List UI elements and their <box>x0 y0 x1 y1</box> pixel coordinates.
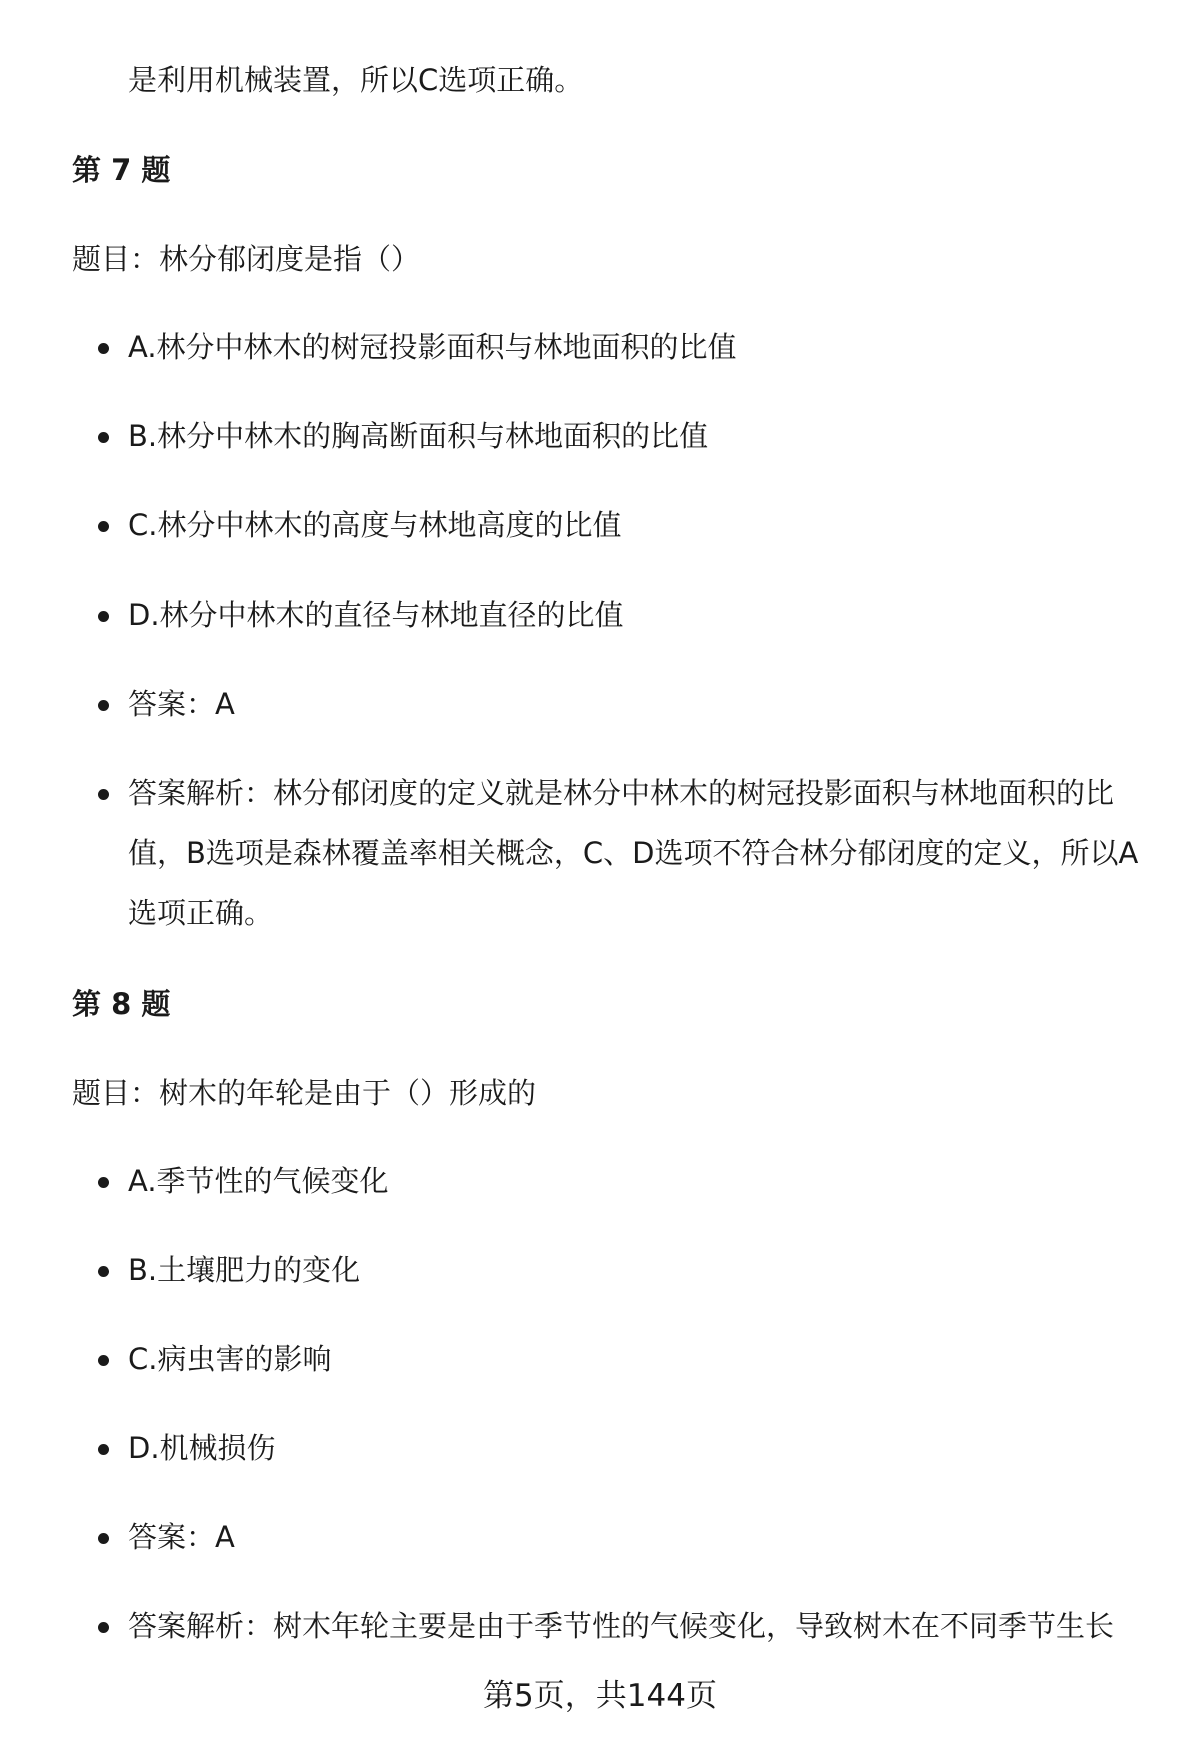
option-text: C.林分中林木的高度与林地高度的比值 <box>128 508 622 542</box>
question-7-option-b <box>96 406 1150 466</box>
question-8-answer <box>96 1507 1150 1567</box>
question-7-option-c <box>96 495 1150 555</box>
bullet-icon <box>96 495 128 555</box>
question-7-option-d <box>96 585 1150 645</box>
explanation-text: 答案解析：树木年轮主要是由于季节性的气候变化，导致树木在不同季节生长 <box>128 1609 1115 1643</box>
question-8-explanation <box>96 1596 1150 1656</box>
answer-text: 答案：A <box>128 687 235 721</box>
page-number-footer: 第5页，共144页 <box>483 1678 717 1714</box>
option-text: A.季节性的气候变化 <box>128 1164 389 1198</box>
question-7-option-a <box>96 317 1150 377</box>
question-8-option-d <box>96 1418 1150 1478</box>
bullet-icon <box>96 1151 128 1211</box>
bullet-icon <box>96 1596 128 1656</box>
option-text: D.林分中林木的直径与林地直径的比值 <box>128 598 624 632</box>
option-text: C.病虫害的影响 <box>128 1342 332 1376</box>
bullet-icon <box>96 406 128 466</box>
question-7-answer <box>96 674 1150 734</box>
bullet-icon <box>96 585 128 645</box>
question-8-option-b <box>96 1240 1150 1300</box>
question-8-option-c <box>96 1329 1150 1389</box>
bullet-icon <box>96 763 128 823</box>
question-7-explanation <box>96 763 1150 943</box>
option-text: B.土壤肥力的变化 <box>128 1253 361 1287</box>
option-text: D.机械损伤 <box>128 1431 276 1465</box>
bullet-icon <box>96 674 128 734</box>
bullet-icon <box>96 317 128 377</box>
continued-explanation: 是利用机械装置，所以C选项正确。 <box>128 63 584 97</box>
question-7-heading: 第 7 题 <box>72 153 171 187</box>
bullet-icon <box>96 1240 128 1300</box>
question-8-option-a <box>96 1151 1150 1211</box>
explanation-text: 答案解析：林分郁闭度的定义就是林分中林木的树冠投影面积与林地面积的比值，B选项是森林覆盖率相关概念，C、D选项不符合林分郁闭度的定义，所以A选项正确。 <box>128 776 1139 930</box>
answer-text: 答案：A <box>128 1520 235 1554</box>
question-7-stem: 题目：林分郁闭度是指（） <box>72 242 421 276</box>
bullet-icon <box>96 1507 128 1567</box>
option-text: B.林分中林木的胸高断面积与林地面积的比值 <box>128 419 709 453</box>
option-text: A.林分中林木的树冠投影面积与林地面积的比值 <box>128 330 737 364</box>
bullet-icon <box>96 1418 128 1478</box>
question-8-stem: 题目：树木的年轮是由于（）形成的 <box>72 1076 537 1110</box>
question-8-heading: 第 8 题 <box>72 987 171 1021</box>
bullet-icon <box>96 1329 128 1389</box>
